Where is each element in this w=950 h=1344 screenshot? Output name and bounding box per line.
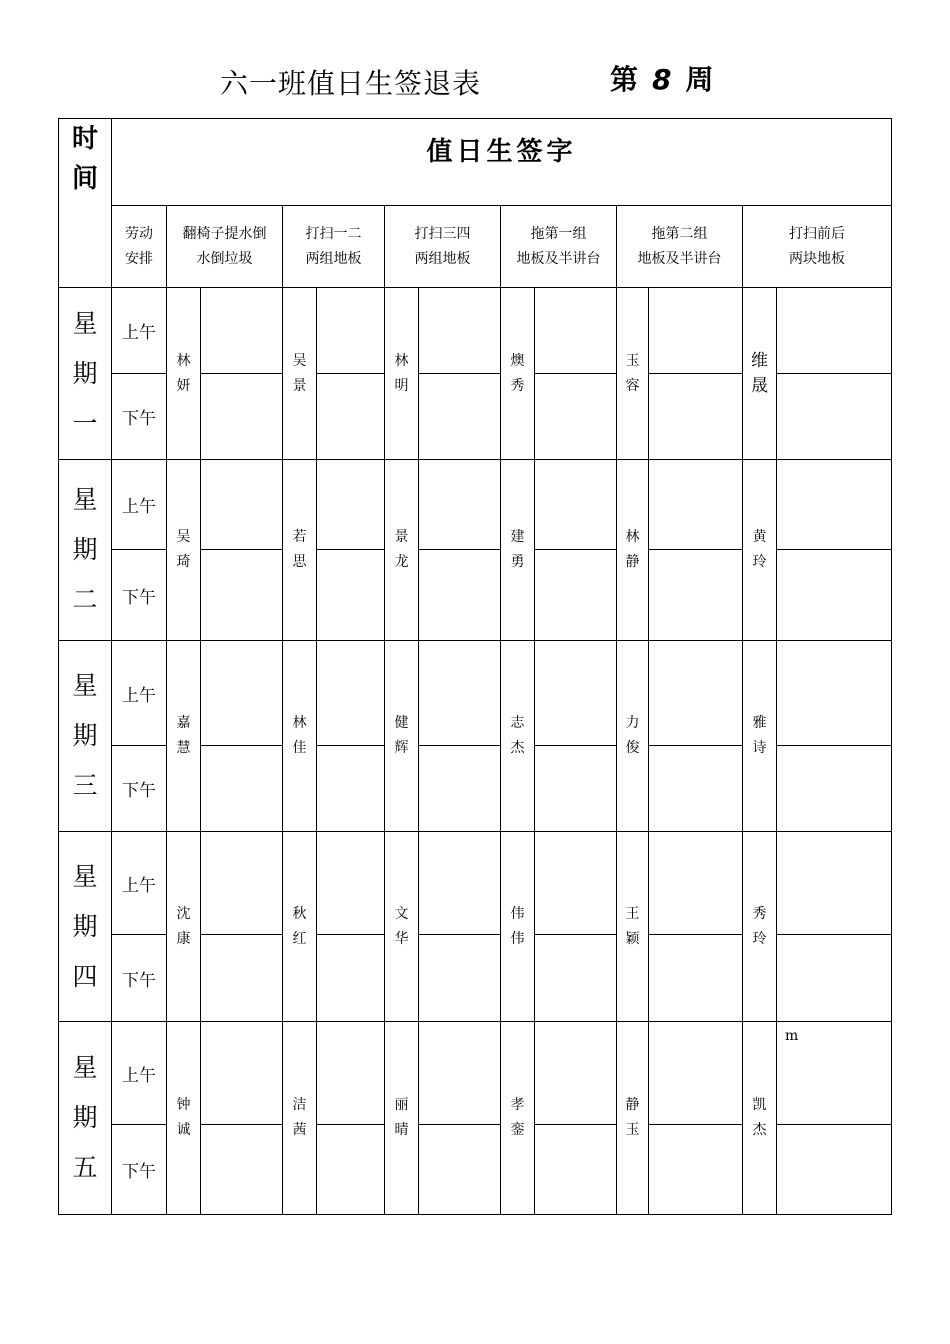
name-char: 伟 [510, 905, 525, 922]
signature-cell[interactable] [419, 935, 501, 1022]
time-header-char: 间 [71, 164, 98, 194]
signature-cell[interactable] [201, 1022, 283, 1125]
signature-cell[interactable] [201, 746, 283, 832]
signature-cell[interactable] [649, 832, 743, 935]
afternoon-label: 下午 [112, 374, 167, 460]
time-header-char: 时 [71, 124, 98, 154]
signature-cell[interactable] [201, 641, 283, 746]
name-char: 龙 [394, 554, 409, 570]
duty-student-name [501, 288, 535, 460]
duty-student-name [743, 1022, 777, 1215]
signature-cell[interactable] [419, 832, 501, 935]
task-line: 安排 [125, 250, 153, 267]
morning-label: 上午 [112, 641, 167, 746]
name-char: 容 [625, 377, 640, 394]
day-label-char: 四 [72, 961, 98, 991]
duty-student-name [385, 460, 419, 641]
name-char: 若 [292, 529, 307, 545]
signature-cell[interactable] [419, 550, 501, 641]
task-line: 打扫前后 [789, 225, 846, 242]
task-line: 打扫三四 [414, 225, 471, 242]
morning-label: 上午 [112, 288, 167, 374]
day-row [59, 288, 892, 374]
signature-cell[interactable] [649, 288, 743, 374]
signature-cell[interactable] [777, 1125, 892, 1215]
name-char: 茜 [292, 1122, 307, 1138]
name-char: 辉 [394, 740, 409, 756]
name-char: 杰 [752, 1122, 767, 1138]
signature-cell[interactable] [777, 935, 892, 1022]
name-char: 康 [176, 930, 191, 947]
day-row [59, 832, 892, 935]
name-char: 维 [751, 350, 768, 371]
signature-cell[interactable] [317, 746, 385, 832]
task-line: 拖第二组 [651, 225, 708, 242]
name-char: 雅 [752, 715, 767, 731]
week-label [610, 58, 714, 98]
name-char: 玉 [625, 1122, 640, 1138]
duty-student-name [501, 1022, 535, 1215]
day-label-char: 星 [72, 308, 98, 338]
name-char: 晴 [394, 1122, 409, 1138]
day-label-char: 五 [72, 1153, 98, 1182]
duty-student-name [283, 288, 317, 460]
task-line: 翻椅子提水倒 [182, 225, 267, 242]
duty-student-name [617, 832, 649, 1022]
task-line: 打扫一二 [305, 225, 362, 242]
signature-cell[interactable] [535, 550, 617, 641]
task-line: 地板及半讲台 [516, 250, 601, 267]
task-header [385, 206, 501, 288]
name-char: 洁 [292, 1097, 307, 1113]
morning-label: 上午 [112, 832, 167, 935]
signature-cell[interactable] [535, 746, 617, 832]
afternoon-label: 下午 [112, 1125, 167, 1215]
week-suffix: 周 [685, 63, 714, 96]
name-char: 嘉 [176, 715, 191, 731]
day-label-char: 期 [72, 358, 98, 388]
name-char: 玲 [752, 554, 767, 570]
signature-cell[interactable] [535, 935, 617, 1022]
day-label [59, 288, 112, 460]
name-char: 红 [292, 930, 307, 947]
name-char: 明 [394, 377, 409, 394]
name-char: 吴 [292, 352, 307, 369]
signature-cell[interactable] [201, 550, 283, 641]
task-line: 劳动 [125, 225, 153, 242]
day-label-char: 一 [72, 408, 98, 438]
day-label [59, 832, 112, 1022]
signature-cell[interactable] [777, 374, 892, 460]
duty-student-name [283, 460, 317, 641]
day-label-char: 期 [72, 911, 98, 941]
duty-student-name [167, 288, 201, 460]
duty-student-name [167, 641, 201, 832]
day-label [59, 460, 112, 641]
name-char: 静 [625, 554, 640, 570]
duty-student-name [617, 1022, 649, 1215]
signature-cell[interactable] [649, 641, 743, 746]
duty-student-name [283, 1022, 317, 1215]
duty-student-name [385, 1022, 419, 1215]
name-char: 玉 [625, 352, 640, 369]
signature-cell[interactable] [535, 460, 617, 550]
day-label-char: 星 [72, 1053, 98, 1082]
signature-cell[interactable] [535, 1022, 617, 1125]
name-char: 静 [625, 1097, 640, 1113]
signature-cell[interactable] [317, 288, 385, 374]
name-char: 思 [292, 554, 307, 570]
name-char: 林 [292, 715, 307, 731]
name-char: 伟 [510, 930, 525, 947]
signature-cell[interactable] [649, 1125, 743, 1215]
morning-label: 上午 [112, 460, 167, 550]
signature-cell[interactable] [419, 374, 501, 460]
task-header [617, 206, 743, 288]
name-char: 华 [394, 930, 409, 947]
task-header [743, 206, 892, 288]
name-char: 王 [625, 905, 640, 922]
signature-cell[interactable] [201, 1125, 283, 1215]
signature-cell[interactable] [317, 935, 385, 1022]
signature-cell[interactable] [201, 460, 283, 550]
day-label [59, 1022, 112, 1215]
signature-cell[interactable] [317, 641, 385, 746]
signature-cell[interactable] [535, 1125, 617, 1215]
day-row [59, 641, 892, 746]
afternoon-label: 下午 [112, 935, 167, 1022]
signature-cell[interactable] [317, 374, 385, 460]
duty-student-name [167, 832, 201, 1022]
duty-student-name [743, 641, 777, 832]
task-header [167, 206, 283, 288]
duty-student-name [385, 288, 419, 460]
signature-cell[interactable] [649, 460, 743, 550]
task-line: 两块地板 [789, 250, 846, 267]
morning-label: 上午 [112, 1022, 167, 1125]
duty-student-name [167, 1022, 201, 1215]
name-char: 景 [292, 377, 307, 394]
day-row [59, 460, 892, 550]
duty-student-name [501, 641, 535, 832]
duty-student-name [501, 460, 535, 641]
name-char: 沈 [176, 905, 191, 922]
signature-cell[interactable] [535, 374, 617, 460]
duty-student-name [385, 641, 419, 832]
task-line: 两组地板 [305, 250, 362, 267]
name-char: 诗 [752, 740, 767, 756]
name-char: 妍 [176, 377, 191, 394]
signature-cell[interactable] [419, 1125, 501, 1215]
signature-cell[interactable] [201, 288, 283, 374]
name-char: 钟 [176, 1097, 191, 1113]
name-char: 孝 [510, 1097, 525, 1113]
signature-cell[interactable] [649, 374, 743, 460]
task-arrangement-header [112, 206, 167, 288]
task-line: 水倒垃圾 [196, 250, 253, 267]
day-label-char: 星 [72, 485, 98, 514]
name-char: 俊 [625, 740, 640, 756]
day-label-char: 星 [72, 861, 98, 891]
time-header [59, 119, 112, 288]
signature-cell[interactable] [419, 1022, 501, 1125]
signature-cell[interactable] [649, 550, 743, 641]
week-number: 8 [652, 63, 672, 96]
day-label [59, 641, 112, 832]
duty-student-name [283, 832, 317, 1022]
name-char: 颖 [625, 930, 640, 947]
day-row [59, 1022, 892, 1125]
name-char: 秋 [292, 905, 307, 922]
name-char: 林 [176, 352, 191, 369]
duty-student-name [743, 460, 777, 641]
signature-cell[interactable] [419, 746, 501, 832]
name-char: 景 [394, 529, 409, 545]
name-char: 燠 [510, 352, 525, 369]
signature-cell[interactable] [201, 832, 283, 935]
signature-cell[interactable] [419, 288, 501, 374]
signature-header: 值日生签字 [112, 119, 892, 206]
signature-cell[interactable] [201, 935, 283, 1022]
name-char: 志 [510, 715, 525, 731]
signature-cell[interactable] [317, 460, 385, 550]
task-header [283, 206, 385, 288]
name-char: 吴 [176, 529, 191, 545]
name-char: 诚 [176, 1122, 191, 1138]
signature-cell[interactable] [419, 641, 501, 746]
duty-student-name [501, 832, 535, 1022]
name-char: 力 [625, 715, 640, 731]
signature-cell[interactable] [777, 550, 892, 641]
day-label-char: 三 [72, 771, 98, 800]
name-char: 文 [394, 905, 409, 922]
signature-cell[interactable] [777, 288, 892, 374]
name-char: 凯 [752, 1097, 767, 1113]
signature-cell[interactable] [201, 374, 283, 460]
name-char: 林 [625, 529, 640, 545]
task-line: 地板及半讲台 [637, 250, 722, 267]
signature-cell[interactable] [649, 1022, 743, 1125]
task-line: 两组地板 [414, 250, 471, 267]
name-char: 琦 [176, 554, 191, 570]
day-label-char: 二 [72, 585, 98, 614]
name-char: 杰 [510, 740, 525, 756]
name-char: 黄 [752, 529, 767, 545]
name-char: 銮 [510, 1122, 525, 1138]
signature-cell[interactable] [419, 460, 501, 550]
duty-student-name [617, 460, 649, 641]
signature-cell[interactable] [317, 1022, 385, 1125]
duty-student-name [167, 460, 201, 641]
signature-cell[interactable] [535, 832, 617, 935]
duty-student-name [385, 832, 419, 1022]
name-char: 勇 [510, 554, 525, 570]
signature-cell[interactable] [777, 746, 892, 832]
signature-cell[interactable] [777, 641, 892, 746]
day-label-char: 期 [72, 535, 98, 564]
name-char: 丽 [394, 1097, 409, 1113]
name-char: 秀 [510, 377, 525, 394]
signature-cell[interactable] [777, 832, 892, 935]
duty-student-name [283, 641, 317, 832]
duty-signout-table [58, 118, 892, 1215]
duty-student-name [617, 288, 649, 460]
task-line: 拖第一组 [530, 225, 587, 242]
duty-student-name [743, 832, 777, 1022]
signature-cell[interactable]: m [777, 1022, 892, 1125]
day-label-char: 期 [72, 721, 98, 750]
signature-cell[interactable] [317, 832, 385, 935]
name-char: 佳 [292, 740, 307, 756]
name-char: 慧 [176, 740, 191, 756]
signature-cell[interactable] [535, 641, 617, 746]
duty-student-name [743, 288, 777, 460]
signature-cell[interactable] [649, 746, 743, 832]
duty-student-name [617, 641, 649, 832]
name-char: 秀 [752, 905, 767, 922]
signature-cell[interactable] [317, 1125, 385, 1215]
name-char: 林 [394, 352, 409, 369]
signature-cell[interactable] [649, 935, 743, 1022]
name-char: 健 [394, 715, 409, 731]
day-label-char: 期 [72, 1103, 98, 1132]
task-header [501, 206, 617, 288]
afternoon-label: 下午 [112, 550, 167, 641]
afternoon-label: 下午 [112, 746, 167, 832]
signature-cell[interactable] [317, 550, 385, 641]
page-title: 六一班值日生签退表 [220, 67, 482, 100]
signature-cell[interactable] [535, 288, 617, 374]
week-prefix: 第 [610, 63, 639, 96]
signature-cell[interactable] [777, 460, 892, 550]
name-char: 晟 [751, 375, 768, 396]
name-char: 玲 [752, 930, 767, 947]
day-label-char: 星 [72, 671, 98, 700]
name-char: 建 [510, 529, 525, 545]
